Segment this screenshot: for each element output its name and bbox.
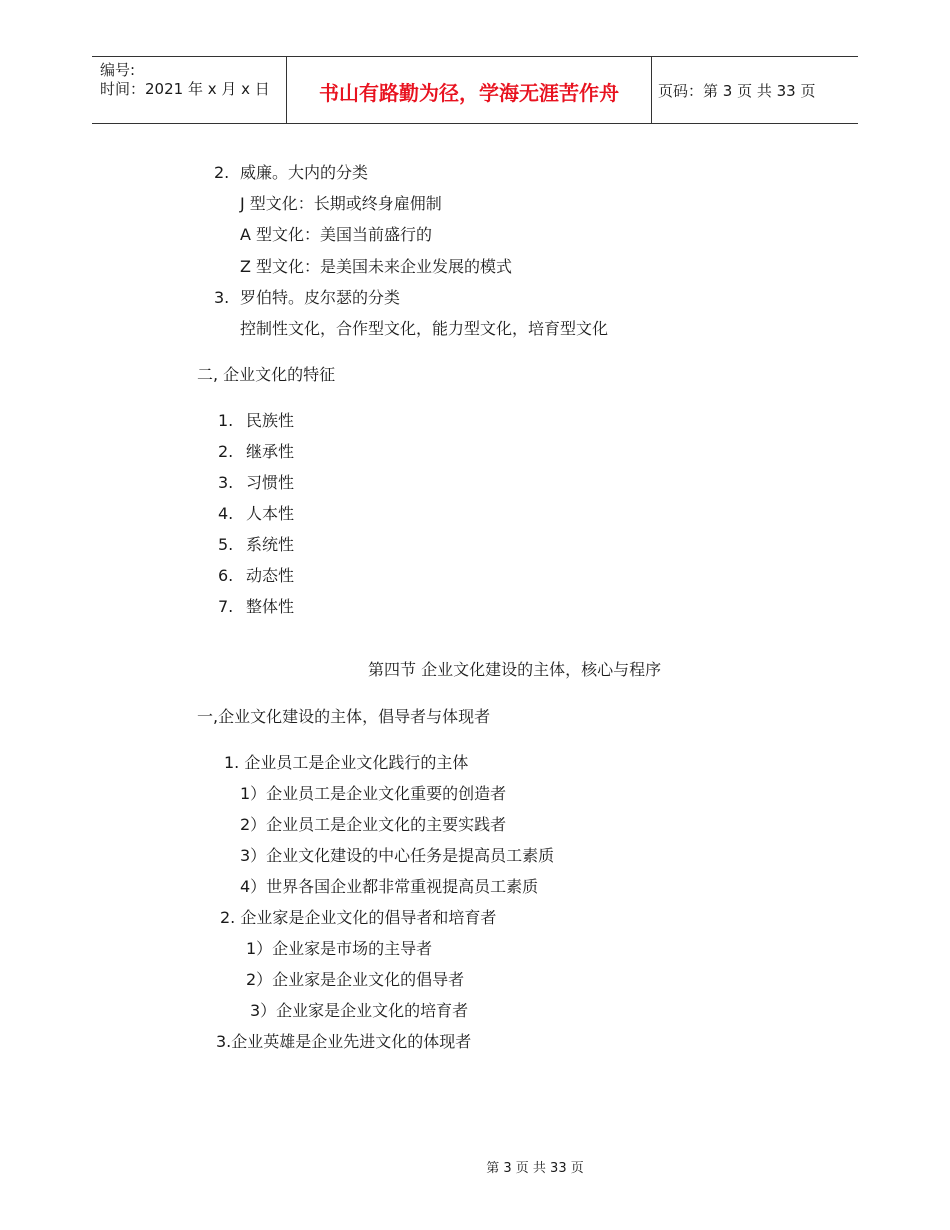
list-item: 3.企业英雄是企业先进文化的体现者	[216, 1032, 472, 1051]
list-text: 罗伯特。皮尔瑟的分类	[240, 288, 401, 307]
list-item: 3）企业家是企业文化的培育者	[250, 1001, 469, 1020]
list-item	[218, 470, 294, 493]
list-item	[218, 532, 294, 555]
number-label: 编号:	[100, 61, 136, 79]
list-item	[218, 563, 294, 586]
list-item	[218, 408, 294, 431]
list-item: 1）企业员工是企业文化重要的创造者	[240, 784, 507, 803]
list-item: A 型文化：美国当前盛行的	[240, 225, 433, 244]
list-item: 3）企业文化建设的中心任务是提高员工素质	[240, 846, 555, 865]
page-footer	[0, 1157, 950, 1176]
header-page-info: 页码：第 3 页 共 33 页	[658, 82, 816, 100]
list-number: 2.	[218, 442, 234, 461]
list-number: 3.	[218, 473, 234, 492]
header-middle-cell	[286, 57, 652, 123]
page-header	[92, 56, 858, 124]
section-heading: 一,企业文化建设的主体，倡导者与体现者	[197, 707, 491, 726]
list-item	[214, 285, 400, 308]
footer-page-number: 第 3 页 共 33 页	[486, 1161, 584, 1176]
list-item: J 型文化：长期或终身雇佣制	[240, 194, 442, 213]
list-text: 习惯性	[246, 473, 295, 492]
list-text: 整体性	[246, 597, 295, 616]
list-item	[214, 160, 368, 183]
chapter-title: 第四节 企业文化建设的主体，核心与程序	[368, 660, 662, 679]
list-number: 4.	[218, 504, 234, 523]
list-number: 6.	[218, 566, 234, 585]
list-item: 控制性文化，合作型文化，能力型文化，培育型文化	[240, 319, 609, 338]
list-item: Z 型文化：是美国未来企业发展的模式	[240, 257, 513, 276]
list-item: 4）世界各国企业都非常重视提高员工素质	[240, 877, 539, 896]
list-number: 7.	[218, 597, 234, 616]
time-label: 时间：2021 年 x 月 x 日	[100, 80, 270, 98]
list-number: 1.	[218, 411, 234, 430]
list-item: 1）企业家是市场的主导者	[246, 939, 433, 958]
list-item: 2）企业家是企业文化的倡导者	[246, 970, 465, 989]
list-text: 人本性	[246, 504, 295, 523]
list-text: 继承性	[246, 442, 295, 461]
list-number: 3.	[214, 288, 230, 307]
header-left-cell	[92, 57, 286, 123]
list-number: 2.	[214, 163, 230, 182]
list-item	[218, 501, 294, 524]
header-right-cell	[650, 57, 858, 123]
list-item	[218, 439, 294, 462]
list-text: 动态性	[246, 566, 295, 585]
list-text: 系统性	[246, 535, 295, 554]
list-number: 5.	[218, 535, 234, 554]
list-item: 2. 企业家是企业文化的倡导者和培育者	[220, 908, 497, 927]
list-text: 威廉。大内的分类	[240, 163, 369, 182]
section-heading: 二, 企业文化的特征	[197, 365, 336, 384]
header-motto: 书山有路勤为径，学海无涯苦作舟	[319, 81, 619, 105]
list-text: 民族性	[246, 411, 295, 430]
list-item: 2）企业员工是企业文化的主要实践者	[240, 815, 507, 834]
list-item: 1. 企业员工是企业文化践行的主体	[224, 753, 469, 772]
list-item	[218, 594, 294, 617]
